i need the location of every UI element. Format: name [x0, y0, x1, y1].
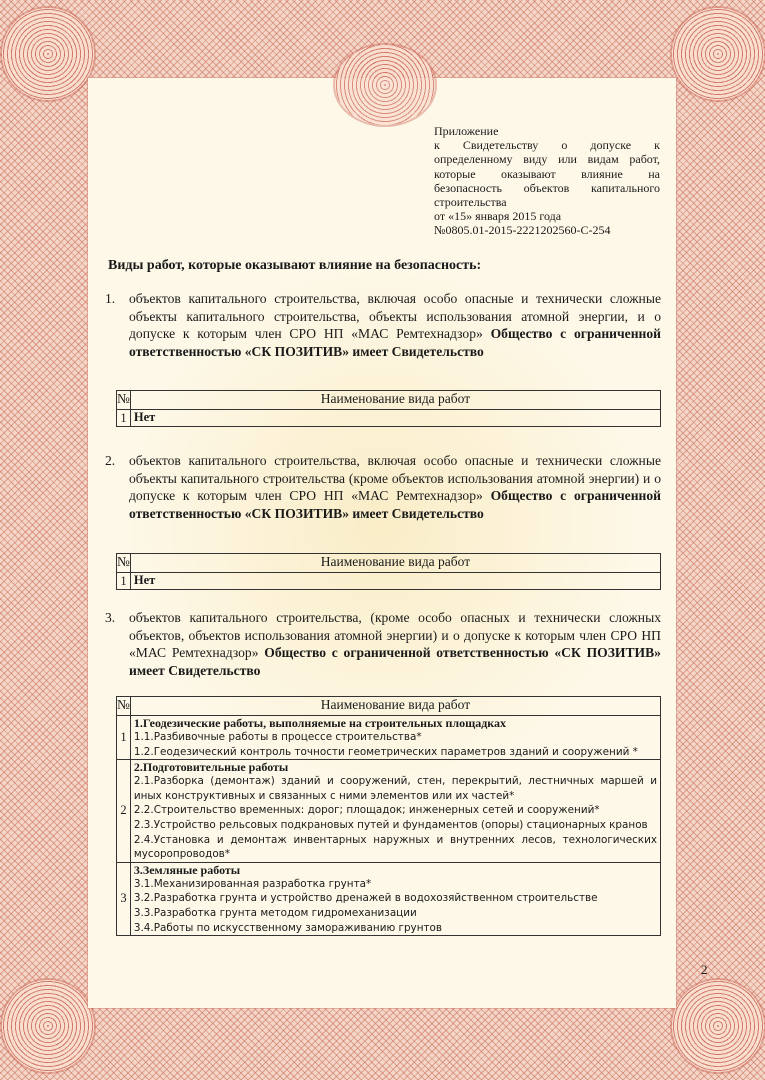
appendix-line: строительства [434, 195, 507, 210]
row-number: 2 [117, 760, 131, 863]
work-item: 3.2.Разработка грунта и устройство дренажей в водохозяйственном строительстве [133, 892, 598, 905]
table-row [117, 716, 661, 760]
table-row [117, 410, 661, 427]
work-item: 2.4.Установка и демонтаж инвентарных наружных и внутренних лесов, технологических мусоропроводов* [133, 833, 657, 861]
section-text: объектов капитального строительства, включая особо опасные и технически сложные объекты капитального строительства (кроме объектов использования атомной энергии) и о допуске к которым член СРО НП «МАС Ремтехнадзор» [129, 453, 661, 504]
work-item: 2.2.Строительство временных: дорог; площадок; инженерных сетей и сооружений* [133, 804, 600, 817]
table-row [117, 760, 661, 863]
section-number: 1. [105, 291, 116, 306]
column-header-name: Наименование вида работ [130, 554, 660, 573]
section-number: 2. [105, 453, 116, 468]
column-header-name: Наименование вида работ [130, 697, 660, 716]
section-text: объектов капитального строительства, (кроме особо опасных и технически сложных объектов, объектов использования атомной энергии) и о допуске к которым член СРО НП «МАС Ремтехнадзор» [129, 610, 661, 661]
page-heading: Виды работ, которые оказывают влияние на безопасность: [108, 258, 482, 273]
row-number: 1 [117, 573, 131, 590]
appendix-date: от «15» января 2015 года [434, 209, 562, 224]
column-header-number: № [117, 554, 131, 573]
work-item: 1.1.Разбивочные работы в процессе строительства* [133, 731, 422, 743]
appendix-line: к Свидетельству о допуске к [434, 138, 660, 153]
section-bold-text: Общество с ограниченной ответственностью «СК ПОЗИТИВ» имеет Свидетельство [129, 488, 661, 521]
table-row [117, 862, 661, 935]
section-text: объектов капитального строительства, включая особо опасные и технически сложные объекты капитального строительства, объекты использования атомной энергии, и о допуске к которым член СРО НП «МАС Ремтехнадзор» [129, 291, 661, 342]
appendix-line: Приложение [434, 124, 499, 138]
works-table-1 [116, 390, 661, 427]
appendix-line: безопасность объектов капитального [434, 180, 660, 195]
work-item: 3.1.Механизированная разработка грунта* [133, 877, 372, 890]
works-table-3 [116, 696, 661, 936]
row-number: 1 [117, 716, 131, 760]
work-group-title: 2.Подготовительные работы [133, 760, 289, 775]
work-group-title: 3.Земляные работы [133, 862, 241, 877]
table-row [117, 573, 661, 590]
section-bold-text: Общество с ограниченной ответственностью «СК ПОЗИТИВ» имеет Свидетельство [129, 645, 661, 678]
work-item: 3.4.Работы по искусственному замораживанию грунтов [133, 921, 443, 934]
appendix-note [434, 124, 660, 238]
page-number: 2 [701, 962, 708, 977]
appendix-line: которые оказывают влияние на [434, 166, 660, 181]
row-number: 3 [117, 862, 131, 935]
work-item: 2.1.Разборка (демонтаж) зданий и сооружений, стен, перекрытий, лестничных маршей и иных конструктивных и связанных с ними элементов или их частей* [133, 775, 657, 802]
row-number: 1 [117, 410, 131, 427]
work-group-title: 1.Геодезические работы, выполняемые на строительных площадках [133, 716, 507, 730]
appendix-line: определенному виду или видам работ, [434, 152, 660, 167]
column-header-name: Наименование вида работ [130, 391, 660, 410]
section-number: 3. [105, 610, 116, 625]
section-1 [105, 290, 661, 360]
section-3 [105, 609, 661, 679]
row-value: Нет [130, 573, 660, 590]
section-2 [105, 452, 661, 522]
appendix-certificate-number: №0805.01-2015-2221202560-С-254 [434, 223, 611, 238]
work-item: 3.3.Разработка грунта методом гидромеханизации [133, 906, 417, 919]
works-table-2 [116, 553, 661, 590]
section-bold-text: Общество с ограниченной ответственностью «СК ПОЗИТИВ» имеет Свидетельство [129, 326, 661, 359]
work-item: 2.3.Устройство рельсовых подкрановых путей и фундаментов (опоры) стационарных кранов [133, 818, 648, 831]
row-value: Нет [130, 410, 660, 427]
work-item: 1.2.Геодезический контроль точности геометрических параметров зданий и сооружений * [133, 745, 638, 758]
column-header-number: № [117, 697, 131, 716]
column-header-number: № [117, 391, 131, 410]
